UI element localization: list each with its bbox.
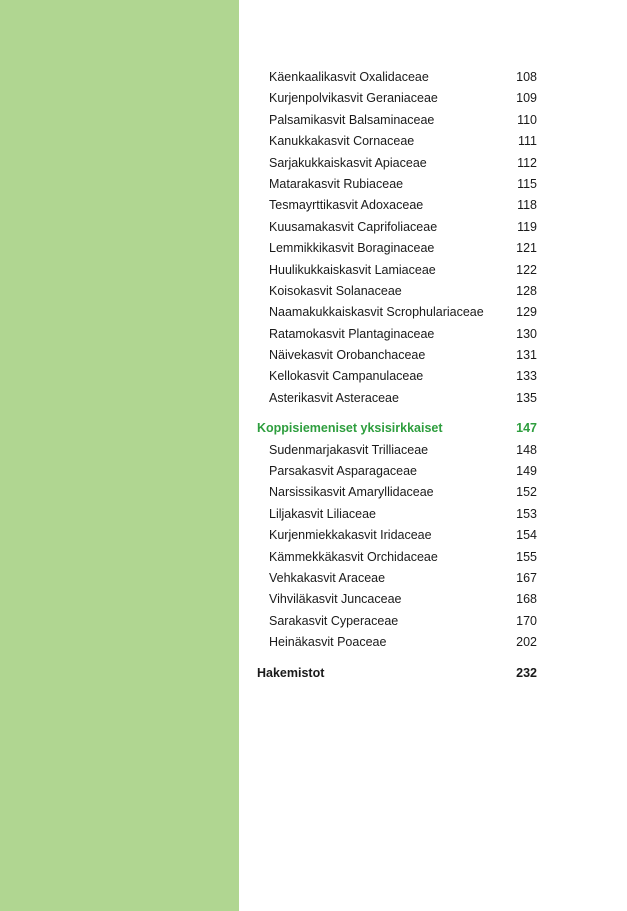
- toc-entry[interactable]: [257, 174, 537, 195]
- toc-entry-page: 108: [516, 70, 537, 84]
- toc-entry-page: 109: [516, 91, 537, 106]
- toc-entry-name: Liljakasvit Liliaceae: [269, 506, 377, 521]
- toc-entry[interactable]: [257, 345, 537, 366]
- toc-group-monocots: [257, 440, 537, 654]
- toc-entry-page: 130: [516, 326, 537, 341]
- toc-entry[interactable]: [257, 440, 537, 461]
- toc-entry[interactable]: [257, 388, 537, 409]
- toc-entry-name: Palsamikasvit Balsaminaceae: [269, 112, 435, 127]
- toc-entry-page: 155: [516, 549, 537, 564]
- toc-entry[interactable]: [257, 302, 537, 323]
- toc-entry[interactable]: [257, 260, 537, 281]
- toc-entry-page: 128: [516, 283, 537, 298]
- toc-section-title: Koppisiemeniset yksisirkkaiset: [257, 421, 443, 436]
- toc-entry-page: 170: [516, 613, 537, 628]
- toc-entry-name: Narsissikasvit Amaryllidaceae: [269, 485, 434, 500]
- toc-entry-name: Heinäkasvit Poaceae: [269, 635, 387, 650]
- toc-entry-page: 110: [517, 112, 537, 127]
- toc-entry-name: Sudenmarjakasvit Trilliaceae: [269, 442, 429, 457]
- toc-entry-name: Kellokasvit Campanulaceae: [269, 369, 424, 384]
- toc-entry-name: Lemmikkikasvit Boraginaceae: [269, 241, 435, 256]
- toc-entry-name: Asterikasvit Asteraceae: [269, 390, 399, 405]
- toc-entry-page: 202: [516, 635, 537, 650]
- toc-entry-name: Huulikukkaiskasvit Lamiaceae: [269, 262, 436, 277]
- toc-entry-page: 129: [516, 305, 537, 320]
- toc-entry-name: Vehkakasvit Araceae: [269, 570, 386, 585]
- toc-entry[interactable]: [257, 217, 537, 238]
- toc-entry[interactable]: [257, 195, 537, 216]
- toc-entry[interactable]: [257, 504, 537, 525]
- toc-entry-name: Tesmayrttikasvit Adoxaceae: [269, 198, 424, 213]
- toc-entry[interactable]: [257, 110, 537, 131]
- toc-entry-name: Sarjakukkaiskasvit Apiaceae: [269, 155, 427, 170]
- toc-entry-page: 121: [516, 241, 537, 256]
- toc-entry-page: 153: [516, 506, 537, 521]
- toc-entry-page: 118: [517, 198, 537, 213]
- toc-entry[interactable]: [257, 589, 537, 610]
- toc-entry-page: 148: [516, 442, 537, 457]
- toc-entry-name: Kurjenmiekkakasvit Iridaceae: [269, 528, 432, 543]
- toc-section-indexes[interactable]: [257, 663, 537, 684]
- toc-entry-page: 152: [516, 485, 537, 500]
- toc-entry-page: 122: [516, 262, 537, 277]
- toc-entry-name: Kuusamakasvit Caprifoliaceae: [269, 219, 438, 234]
- toc-entry-name: Kämmekkäkasvit Orchidaceae: [269, 549, 438, 564]
- toc-entry-page: 149: [516, 464, 537, 479]
- toc-entry[interactable]: [257, 461, 537, 482]
- toc-entry-name: Kanukkakasvit Cornaceae: [269, 134, 415, 149]
- toc-section-title: Hakemistot: [257, 665, 325, 680]
- toc-entry-page: 167: [516, 570, 537, 585]
- toc-entry[interactable]: [257, 67, 537, 88]
- toc-entry-name: Sarakasvit Cyperaceae: [269, 613, 399, 628]
- toc-entry-page: 168: [516, 592, 537, 607]
- toc-entry-page: 119: [517, 219, 537, 234]
- toc-section-page: 147: [516, 421, 537, 436]
- toc-entry[interactable]: [257, 281, 537, 302]
- toc-entry-page: 111: [517, 134, 537, 149]
- toc-entry-name: Koisokasvit Solanaceae: [269, 283, 402, 298]
- toc-entry[interactable]: [257, 131, 537, 152]
- toc-entry[interactable]: [257, 482, 537, 503]
- toc-section-page: 232: [516, 665, 537, 680]
- toc-entry-name: Vihviläkasvit Juncaceae: [269, 592, 402, 607]
- toc-entry-name: Matarakasvit Rubiaceae: [269, 176, 404, 191]
- toc-entry[interactable]: [257, 547, 537, 568]
- toc-group-dicots: [257, 67, 537, 409]
- toc-entry-name: Ratamokasvit Plantaginaceae: [269, 326, 435, 341]
- toc-entry[interactable]: [257, 153, 537, 174]
- toc-entry-name: Parsakasvit Asparagaceae: [269, 464, 418, 479]
- toc-entry[interactable]: [257, 324, 537, 345]
- table-of-contents: [257, 67, 537, 684]
- toc-entry-name: Käenkaalikasvit Oxalidaceae: [269, 70, 429, 84]
- toc-entry-page: 154: [516, 528, 537, 543]
- toc-entry-name: Naamakukkaiskasvit Scrophulariaceae: [269, 305, 484, 320]
- toc-entry[interactable]: [257, 525, 537, 546]
- toc-entry-page: 135: [516, 390, 537, 405]
- toc-entry[interactable]: [257, 568, 537, 589]
- green-margin-band: [0, 0, 239, 911]
- toc-entry[interactable]: [257, 88, 537, 109]
- toc-entry[interactable]: [257, 366, 537, 387]
- toc-entry-name: Kurjenpolvikasvit Geraniaceae: [269, 91, 438, 106]
- toc-section-monocots[interactable]: [257, 418, 537, 439]
- toc-entry-page: 115: [517, 176, 537, 191]
- toc-entry-page: 133: [516, 369, 537, 384]
- toc-entry-name: Näivekasvit Orobanchaceae: [269, 348, 426, 363]
- toc-entry-page: 112: [517, 155, 537, 170]
- toc-entry[interactable]: [257, 238, 537, 259]
- toc-entry[interactable]: [257, 611, 537, 632]
- toc-entry-page: 131: [516, 348, 537, 363]
- toc-entry[interactable]: [257, 632, 537, 653]
